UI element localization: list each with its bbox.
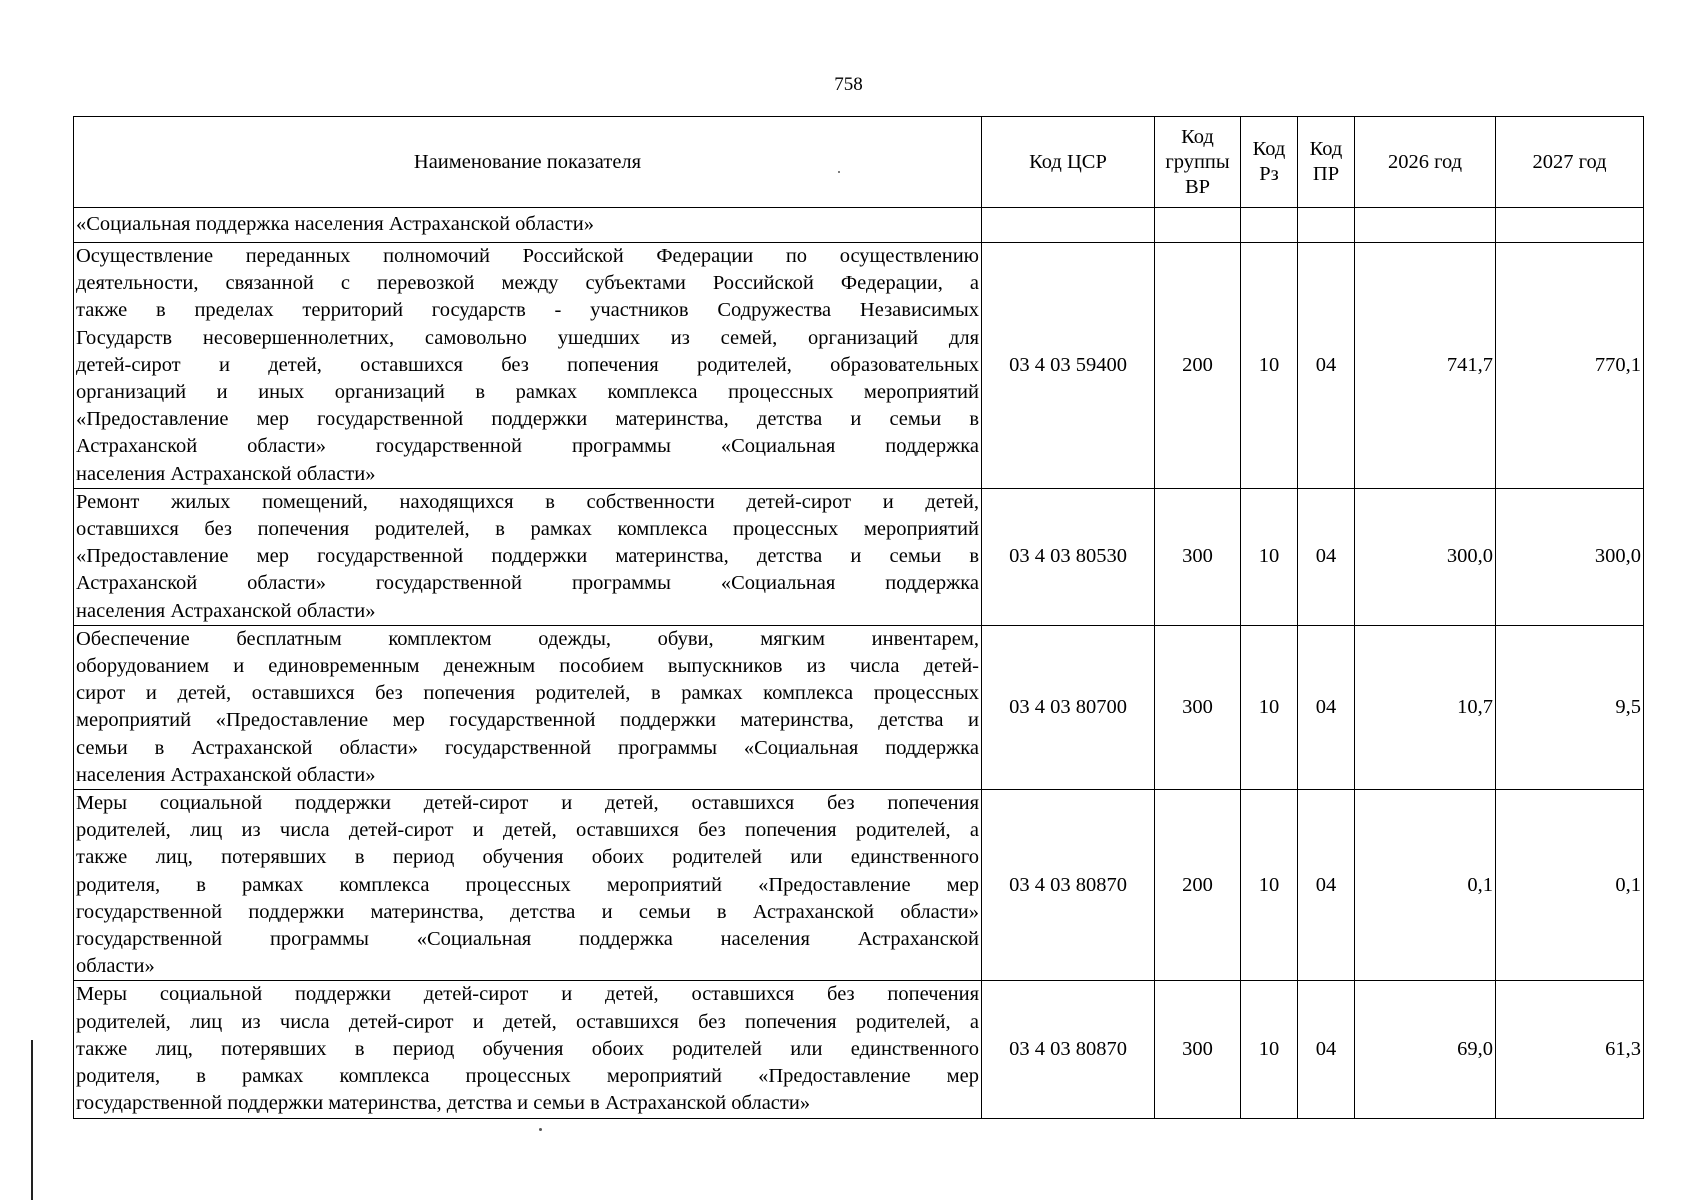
indicator-name-line: родителей, лиц из числа детей-сирот и детей, оставшихся без попечения родителей, а [76,819,979,842]
indicator-name-line: государственной поддержки материнства, детства и семьи в Астраханской области» [76,1092,811,1115]
scan-speck [539,1128,542,1131]
pr-code: 04 [1298,790,1355,981]
amount-2026: 69,0 [1355,981,1496,1118]
header-rz [1241,117,1298,208]
csr-code: 03 4 03 59400 [982,243,1155,489]
table-row [74,981,1644,1118]
indicator-name-line: родителя, в рамках комплекса процессных мероприятий «Предоставление мер [76,873,979,896]
empty-cell [1155,208,1241,243]
indicator-name-line: области» [76,955,155,978]
continuation-row [74,208,1644,243]
csr-code: 03 4 03 80870 [982,981,1155,1118]
amount-2026: 741,7 [1355,243,1496,489]
indicator-name-line: Осуществление переданных полномочий Российской Федерации по осуществлению [76,245,979,267]
indicator-name [74,625,982,789]
indicator-name-line: Обеспечение бесплатным комплектом одежды, обуви, мягким инвентарем, [76,627,979,650]
pr-code: 04 [1298,981,1355,1118]
vr-code: 300 [1155,625,1241,789]
rz-code: 10 [1241,243,1298,489]
header-vr [1155,117,1241,208]
continuation-text: «Социальная поддержка населения Астраханской области» [74,208,982,243]
amount-2027: 61,3 [1496,981,1644,1118]
indicator-name-line: Астраханской области» государственной программы «Социальная поддержка [76,435,979,458]
rz-code: 10 [1241,488,1298,625]
indicator-name-line: также в пределах территорий государств - участников Содружества Независимых [76,299,979,322]
amount-2027: 300,0 [1496,488,1644,625]
indicator-name-line: оставшихся без попечения родителей, в рамках комплекса процессных мероприятий [76,518,979,541]
indicator-name-line: государственной поддержки материнства, детства и семьи в Астраханской области» [76,900,979,923]
header-vr-line: группы [1165,150,1230,173]
header-2026: 2026 год [1355,117,1496,208]
pr-code: 04 [1298,488,1355,625]
header-rz-line: Рз [1259,163,1279,185]
indicator-name-line: «Предоставление мер государственной поддержки материнства, детства и семьи в [76,408,979,431]
indicator-name-line: семьи в Астраханской области» государственной программы «Социальная поддержка [76,736,979,759]
vr-code: 200 [1155,243,1241,489]
csr-code: 03 4 03 80870 [982,790,1155,981]
indicator-name-line: «Предоставление мер государственной поддержки материнства, детства и семьи в [76,545,979,568]
header-row [74,117,1644,208]
indicator-name-line: родителя, в рамках комплекса процессных мероприятий «Предоставление мер [76,1065,979,1088]
page-number: 758 [834,74,863,95]
amount-2026: 0,1 [1355,790,1496,981]
empty-cell [1298,208,1355,243]
table-row [74,790,1644,981]
amount-2026: 300,0 [1355,488,1496,625]
indicator-name [74,243,982,489]
indicator-name-line: населения Астраханской области» [76,462,376,485]
csr-code: 03 4 03 80530 [982,488,1155,625]
indicator-name [74,790,982,981]
rz-code: 10 [1241,625,1298,789]
table-row [74,488,1644,625]
indicator-name-line: Астраханской области» государственной программы «Социальная поддержка [76,572,979,595]
amount-2027: 0,1 [1496,790,1644,981]
indicator-name-line: Государств несовершеннолетних, самовольно ушедших из семей, организаций для [76,326,979,349]
indicator-name-line: Меры социальной поддержки детей-сирот и детей, оставшихся без попечения [76,792,979,815]
indicator-name-line: Ремонт жилых помещений, находящихся в собственности детей-сирот и детей, [76,490,979,513]
indicator-name-line: родителей, лиц из числа детей-сирот и детей, оставшихся без попечения родителей, а [76,1010,979,1033]
indicator-name-line: оборудованием и единовременным денежным пособием выпускников из числа детей- [76,655,979,678]
vr-code: 300 [1155,981,1241,1118]
indicator-name-line: мероприятий «Предоставление мер государственной поддержки материнства, детства и [76,709,979,732]
empty-cell [1241,208,1298,243]
header-pr-line: Код [1309,138,1343,160]
empty-cell [982,208,1155,243]
empty-cell [1355,208,1496,243]
indicator-name-line: детей-сирот и детей, оставшихся без попечения родителей, образовательных [76,353,979,376]
scan-speck [838,171,840,173]
scan-edge-line [31,1040,33,1200]
indicator-name-line: государственной программы «Социальная поддержка населения Астраханской [76,928,979,951]
amount-2027: 770,1 [1496,243,1644,489]
header-name: Наименование показателя [74,117,982,208]
header-2027: 2027 год [1496,117,1644,208]
header-csr: Код ЦСР [982,117,1155,208]
budget-table [73,116,1644,1119]
pr-code: 04 [1298,625,1355,789]
indicator-name-line: сирот и детей, оставшихся без попечения родителей, в рамках комплекса процессных [76,682,979,705]
empty-cell [1496,208,1644,243]
vr-code: 300 [1155,488,1241,625]
indicator-name [74,488,982,625]
amount-2027: 9,5 [1496,625,1644,789]
header-pr-line: ПР [1312,163,1340,185]
amount-2026: 10,7 [1355,625,1496,789]
header-vr-line: ВР [1184,175,1211,198]
csr-code: 03 4 03 80700 [982,625,1155,789]
indicator-name-line: также лиц, потерявших в период обучения обоих родителей или единственного [76,1037,979,1060]
rz-code: 10 [1241,790,1298,981]
indicator-name-line: организаций и иных организаций в рамках комплекса процессных мероприятий [76,381,979,404]
table-row [74,243,1644,489]
header-vr-line: Код [1181,125,1214,148]
indicator-name-line: населения Астраханской области» [76,763,376,786]
vr-code: 200 [1155,790,1241,981]
header-rz-line: Код [1252,138,1286,160]
header-pr [1298,117,1355,208]
indicator-name-line: также лиц, потерявших в период обучения обоих родителей или единственного [76,846,979,869]
indicator-name-line: населения Астраханской области» [76,599,376,622]
table-row [74,625,1644,789]
pr-code: 04 [1298,243,1355,489]
indicator-name [74,981,982,1118]
indicator-name-line: деятельности, связанной с перевозкой между субъектами Российской Федерации, а [76,272,979,295]
indicator-name-line: Меры социальной поддержки детей-сирот и детей, оставшихся без попечения [76,983,979,1006]
rz-code: 10 [1241,981,1298,1118]
